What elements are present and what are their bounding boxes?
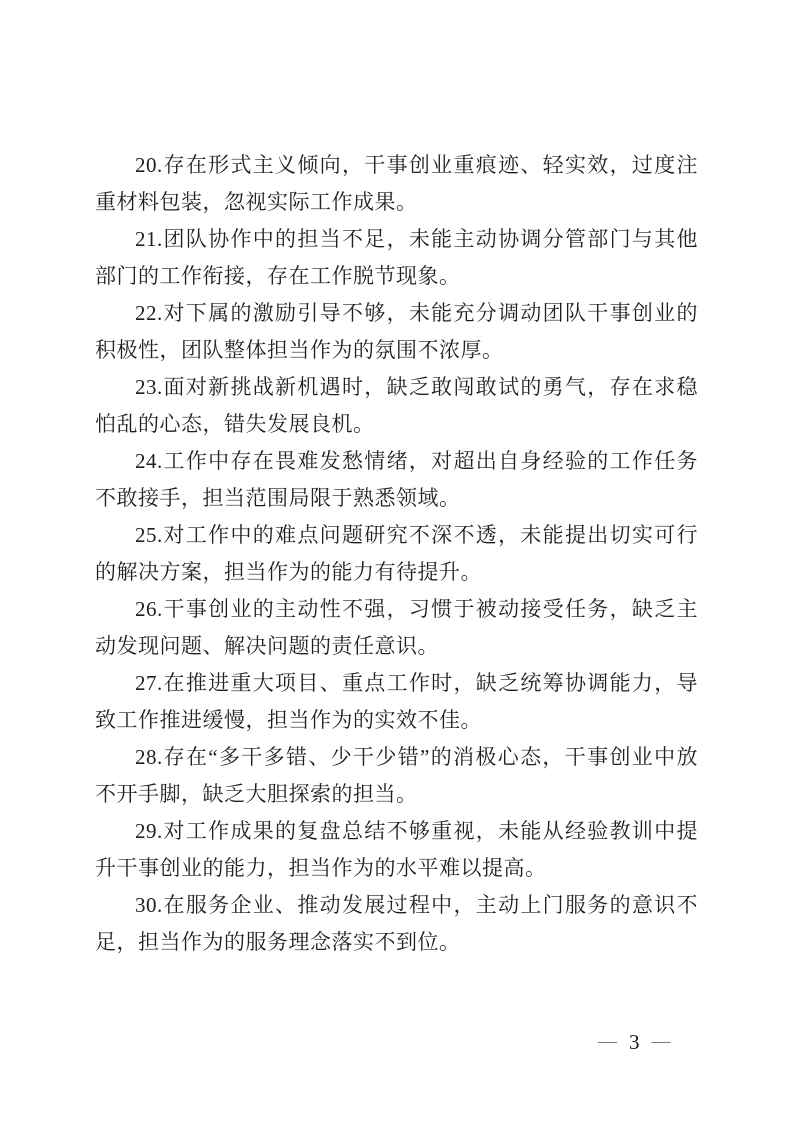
item-text: 对工作中的难点问题研究不深不透，未能提出切实可行的解决方案，担当作为的能力有待提升。 — [95, 523, 698, 584]
item-text: 干事创业的主动性不强，习惯于被动接受任务，缺乏主动发现问题、解决问题的责任意识。 — [95, 597, 698, 658]
page-number — [598, 1030, 671, 1054]
item-number: 27. — [135, 671, 163, 695]
paragraph-item-27 — [95, 665, 698, 739]
page-number-dash-left: — — [598, 1031, 617, 1052]
paragraph-item-30 — [95, 887, 698, 961]
item-text: 在服务企业、推动发展过程中，主动上门服务的意识不足，担当作为的服务理念落实不到位。 — [95, 893, 698, 954]
item-number: 23. — [135, 375, 163, 399]
item-text: 存在“多干多错、少干少错”的消极心态，干事创业中放不开手脚，缺乏大胆探索的担当。 — [95, 745, 698, 806]
paragraph-item-21 — [95, 221, 698, 295]
paragraph-item-23 — [95, 369, 698, 443]
item-text: 存在形式主义倾向，干事创业重痕迹、轻实效，过度注重材料包装，忽视实际工作成果。 — [95, 153, 698, 214]
paragraph-item-28 — [95, 739, 698, 813]
page-number-dash-right: — — [651, 1031, 671, 1052]
item-number: 29. — [135, 819, 163, 843]
document-body — [95, 147, 698, 961]
item-number: 28. — [135, 745, 163, 769]
item-number: 26. — [135, 597, 163, 621]
item-text: 工作中存在畏难发愁情绪，对超出自身经验的工作任务不敢接手，担当范围局限于熟悉领域。 — [95, 449, 698, 510]
item-number: 22. — [135, 301, 163, 325]
paragraph-item-20 — [95, 147, 698, 221]
item-text: 在推进重大项目、重点工作时，缺乏统筹协调能力，导致工作推进缓慢，担当作为的实效不佳。 — [95, 671, 698, 732]
item-text: 面对新挑战新机遇时，缺乏敢闯敢试的勇气，存在求稳怕乱的心态，错失发展良机。 — [95, 375, 698, 436]
paragraph-item-26 — [95, 591, 698, 665]
item-number: 21. — [135, 227, 163, 251]
paragraph-item-22 — [95, 295, 698, 369]
item-text: 对下属的激励引导不够，未能充分调动团队干事创业的积极性，团队整体担当作为的氛围不浓厚。 — [95, 301, 698, 362]
item-text: 团队协作中的担当不足，未能主动协调分管部门与其他部门的工作衔接，存在工作脱节现象。 — [95, 227, 698, 288]
paragraph-item-25 — [95, 517, 698, 591]
item-number: 30. — [135, 893, 163, 917]
item-number: 20. — [135, 153, 163, 177]
item-text: 对工作成果的复盘总结不够重视，未能从经验教训中提升干事创业的能力，担当作为的水平难以提高。 — [95, 819, 698, 880]
paragraph-item-24 — [95, 443, 698, 517]
item-number: 25. — [135, 523, 163, 547]
item-number: 24. — [135, 449, 163, 473]
page-number-value: 3 — [629, 1030, 640, 1054]
paragraph-item-29 — [95, 813, 698, 887]
